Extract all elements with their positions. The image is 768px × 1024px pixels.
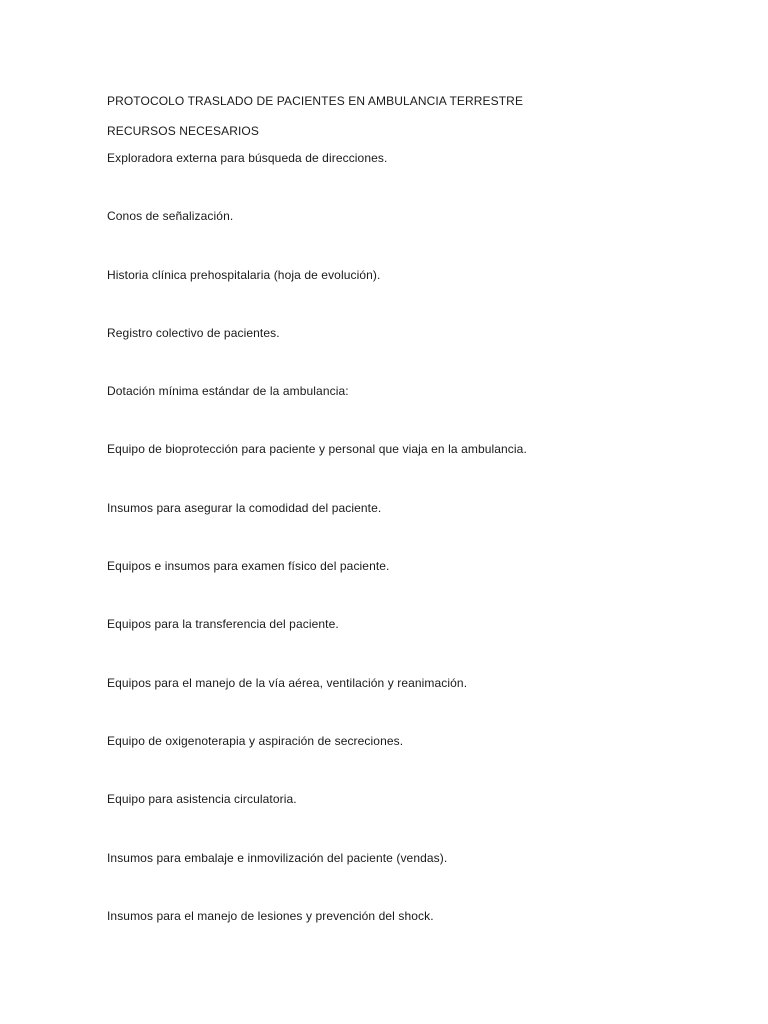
resource-item: Equipo de bioprotección para paciente y personal que viaja en la ambulancia. <box>107 442 527 457</box>
resource-item: Insumos para embalaje e inmovilización del paciente (vendas). <box>107 850 448 865</box>
resource-item: Historia clínica prehospitalaria (hoja de evolución). <box>107 267 381 282</box>
resource-item: Equipos para el manejo de la vía aérea, ventilación y reanimación. <box>107 675 468 690</box>
resource-list <box>107 150 707 924</box>
resource-item: Dotación mínima estándar de la ambulancia: <box>107 384 349 399</box>
document-title: PROTOCOLO TRASLADO DE PACIENTES EN AMBULANCIA TERRESTRE <box>107 94 524 108</box>
section-heading: RECURSOS NECESARIOS <box>107 124 259 138</box>
resource-item: Equipo de oxigenoterapia y aspiración de secreciones. <box>107 733 404 748</box>
resource-item: Insumos para el manejo de lesiones y prevención del shock. <box>107 908 434 923</box>
resource-item: Equipo para asistencia circulatoria. <box>107 792 297 807</box>
resource-item: Insumos para asegurar la comodidad del paciente. <box>107 500 382 515</box>
resource-item: Equipos e insumos para examen físico del paciente. <box>107 559 390 574</box>
resource-item: Registro colectivo de pacientes. <box>107 325 280 340</box>
resource-item: Equipos para la transferencia del paciente. <box>107 617 339 632</box>
resource-item: Conos de señalización. <box>107 209 234 224</box>
document-body <box>107 93 707 966</box>
resource-item: Exploradora externa para búsqueda de direcciones. <box>107 151 388 165</box>
